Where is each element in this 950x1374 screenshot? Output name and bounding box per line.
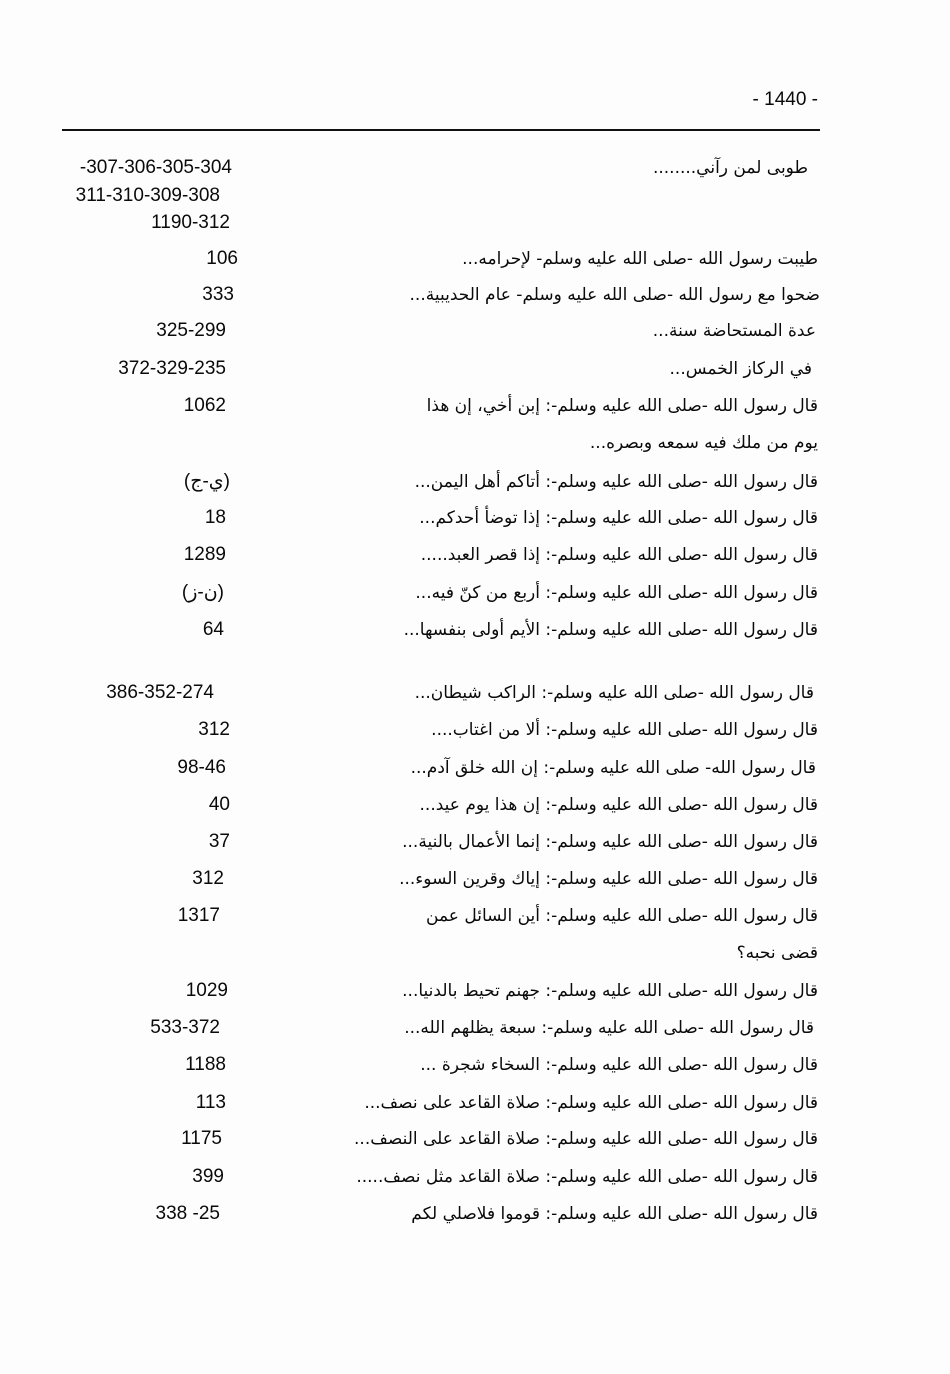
- entry-text: طيبت رسول الله -صلى الله عليه وسلم- لإحرامه...: [462, 249, 818, 269]
- entry-text: قال رسول الله -صلى الله عليه وسلم-: سبعة يظلهم الله...: [404, 1018, 814, 1038]
- entry-text: قال رسول الله -صلى الله عليه وسلم-: صلاة القاعد على النصف...: [354, 1129, 818, 1149]
- entry-reference: 333: [202, 284, 234, 305]
- entry-text: قال رسول الله -صلى الله عليه وسلم-: إن هذا يوم عيد...: [419, 795, 818, 815]
- entry-reference: 1188: [185, 1054, 226, 1075]
- entry-reference: (ج-ي): [183, 471, 230, 492]
- entry-text: قال رسول الله- صلى الله عليه وسلم-: إن الله خلق آدم...: [410, 758, 816, 778]
- entry-text: قال رسول الله -صلى الله عليه وسلم-: إياك وقرين السوء...: [399, 869, 818, 889]
- entry-text-continuation: يوم من ملك فيه سمعه وبصره...: [589, 433, 818, 453]
- entry-text: قال رسول الله -صلى الله عليه وسلم-: قوموا فلاصلي لكم: [411, 1204, 818, 1224]
- entry-reference: 1317: [177, 905, 220, 926]
- entry-reference: 1062: [183, 395, 226, 416]
- entry-reference: (ز-ن): [181, 582, 224, 603]
- entry-text: قال رسول الله -صلى الله عليه وسلم-: صلاة القاعد مثل نصف.....: [356, 1167, 818, 1187]
- entry-reference: 372-329-235: [118, 358, 226, 379]
- entry-reference: 113: [195, 1092, 226, 1113]
- entry-reference: 37: [208, 831, 230, 852]
- entry-text-continuation: قضى نحبه؟: [736, 943, 818, 963]
- entry-reference: 40: [208, 794, 230, 815]
- entry-reference: 399: [192, 1166, 224, 1187]
- entry-reference: -307-306-305-304: [79, 157, 232, 178]
- entry-text: قال رسول الله -صلى الله عليه وسلم-: ألا من اغتاب....: [431, 720, 818, 740]
- entry-reference: 106: [206, 248, 238, 269]
- page-number: - 1440 -: [752, 89, 818, 110]
- entry-reference: 1029: [185, 980, 228, 1001]
- entry-text: قال رسول الله -صلى الله عليه وسلم-: السخاء شجرة ...: [420, 1055, 818, 1075]
- entry-text: قال رسول الله -صلى الله عليه وسلم-: إنما الأعمال بالنية...: [402, 832, 818, 852]
- entry-text: قال رسول الله -صلى الله عليه وسلم-: الأيم أولى بنفسها...: [403, 620, 818, 640]
- entry-reference: 338 -25: [155, 1203, 220, 1224]
- entry-reference: 98-46: [177, 757, 226, 778]
- entry-text: طوبى لمن رآني........: [652, 158, 808, 178]
- entry-text: قال رسول الله -صلى الله عليه وسلم-: أتاكم أهل اليمن...: [414, 472, 818, 492]
- entry-reference: 18: [204, 507, 226, 528]
- entry-reference: 533-372: [150, 1017, 220, 1038]
- entry-text: قال رسول الله -صلى الله عليه وسلم-: إبن أخي، إن هذا: [426, 396, 818, 416]
- entry-reference: 325-299: [156, 320, 226, 341]
- entry-text: في الركاز الخمس...: [669, 359, 812, 379]
- entry-text: عدة المستحاضة سنة...: [652, 321, 816, 341]
- entry-text: قال رسول الله -صلى الله عليه وسلم-: الراكب شيطان...: [414, 683, 814, 703]
- entry-text: قال رسول الله -صلى الله عليه وسلم-: جهنم تحيط بالدنيا...: [402, 981, 818, 1001]
- entry-reference: 64: [202, 619, 224, 640]
- entry-text: قال رسول الله -صلى الله عليه وسلم-: صلاة القاعد على نصف...: [364, 1093, 818, 1113]
- entry-reference: 386-352-274: [106, 682, 214, 703]
- entry-reference: 1175: [181, 1128, 222, 1149]
- header-divider: [62, 129, 820, 131]
- entry-text: قال رسول الله -صلى الله عليه وسلم-: إذا قصر العبد.....: [420, 545, 818, 565]
- entry-text: قال رسول الله -صلى الله عليه وسلم-: إذا توضأ أحدكم...: [419, 508, 818, 528]
- entry-reference: 1190-312: [151, 212, 230, 233]
- entry-text: قال رسول الله -صلى الله عليه وسلم-: أين السائل عمن: [426, 906, 818, 926]
- entry-reference: 312: [198, 719, 230, 740]
- entry-reference: 312: [192, 868, 224, 889]
- entry-text: ضحوا مع رسول الله -صلى الله عليه وسلم- عام الحديبية...: [409, 285, 820, 305]
- entry-reference: 311-310-309-308: [75, 185, 220, 206]
- entry-reference: 1289: [183, 544, 226, 565]
- entry-text: قال رسول الله -صلى الله عليه وسلم-: أربع من كنّ فيه...: [415, 583, 818, 603]
